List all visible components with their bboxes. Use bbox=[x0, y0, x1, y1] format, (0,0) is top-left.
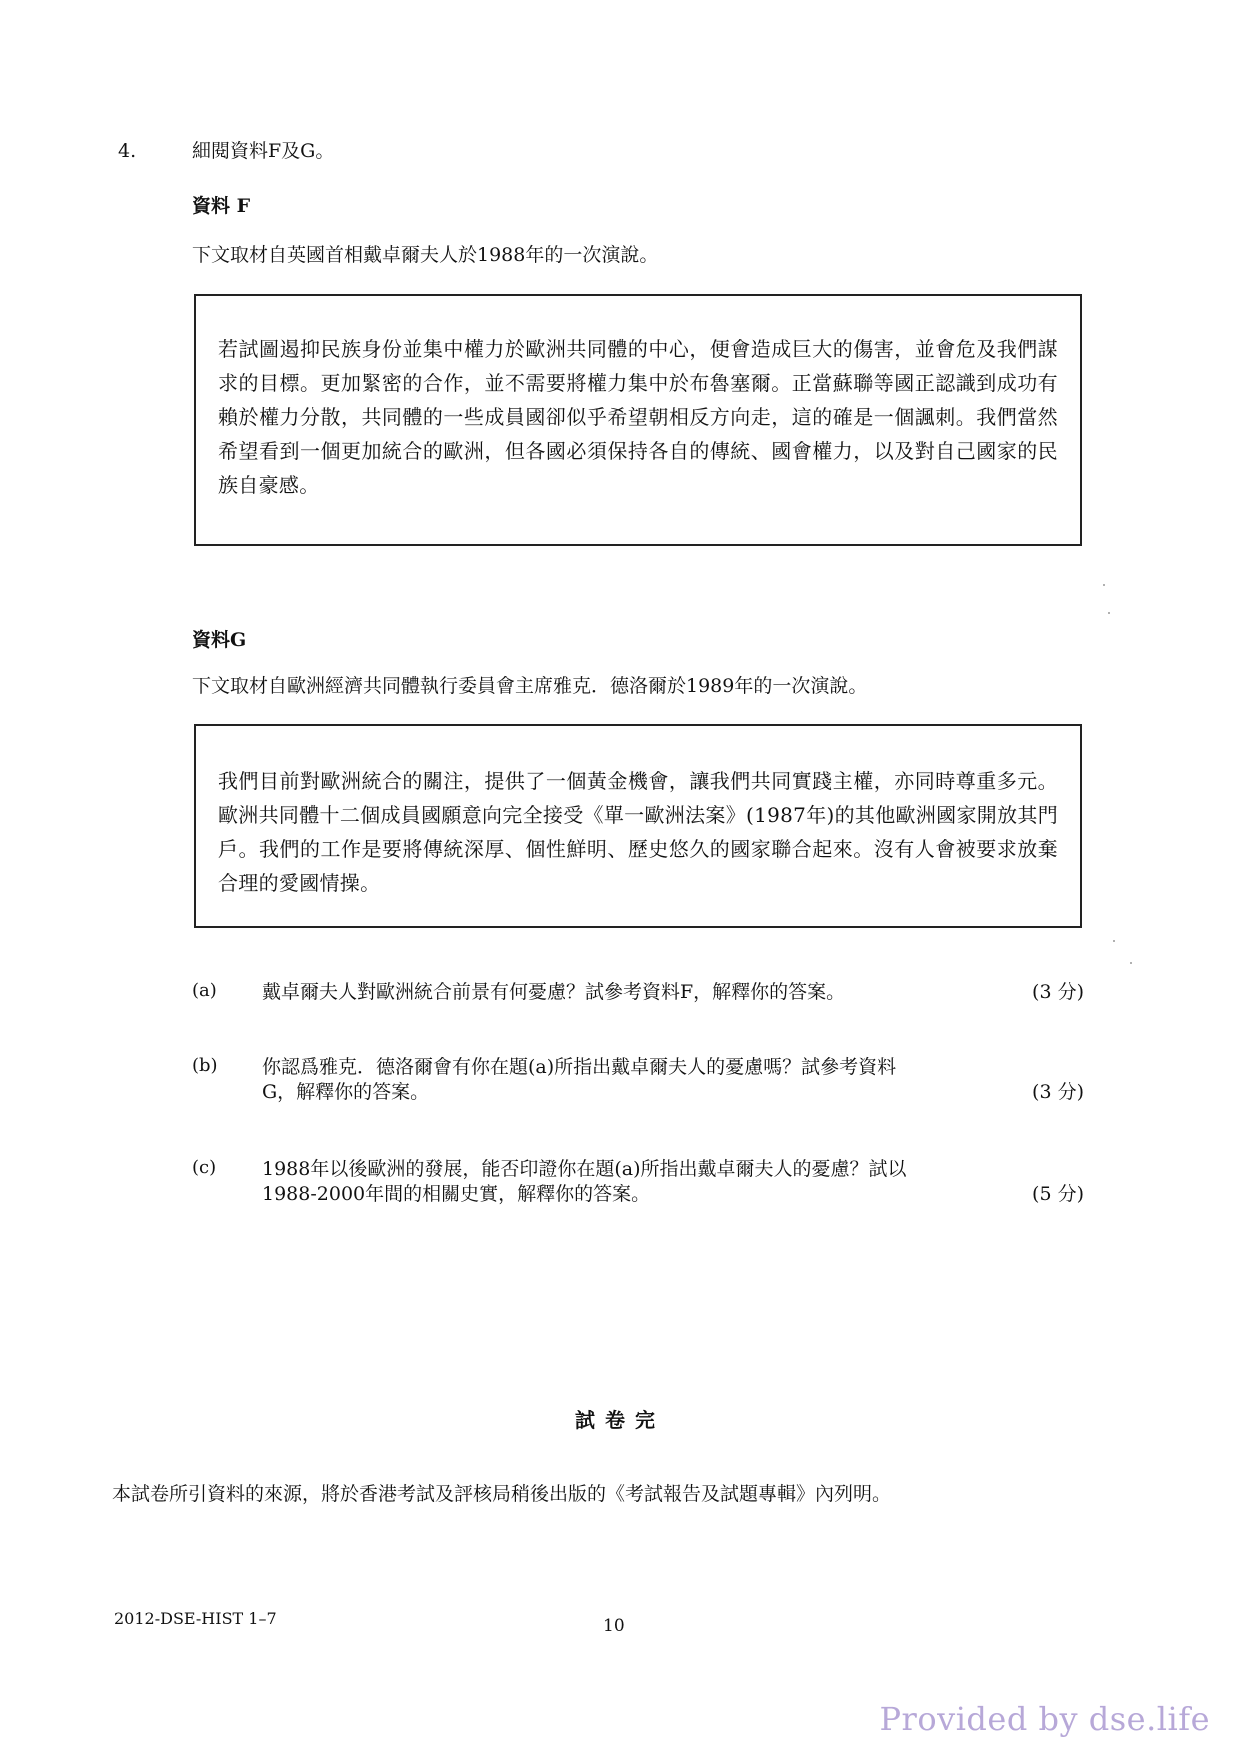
source-g-title: 資料G bbox=[192, 629, 247, 651]
paper-code: 2012-DSE-HIST 1–7 bbox=[114, 1609, 277, 1628]
sub-question-text: 你認爲雅克．德洛爾會有你在題(a)所指出戴卓爾夫人的憂慮嗎？試參考資料 bbox=[262, 1056, 897, 1078]
sub-question-text: 戴卓爾夫人對歐洲統合前景有何憂慮？試參考資料F，解釋你的答案。 bbox=[262, 981, 846, 1003]
page-number: 10 bbox=[603, 1616, 625, 1636]
sub-question-a bbox=[192, 980, 1084, 1010]
scan-speck bbox=[1108, 612, 1110, 614]
question-number: 4. bbox=[118, 140, 137, 162]
source-f-box bbox=[194, 294, 1082, 546]
question-instruction: 細閱資料F及G。 bbox=[192, 140, 335, 162]
sub-question-label: (b) bbox=[192, 1055, 218, 1076]
source-g-box bbox=[194, 724, 1082, 928]
marks-label: (3 分) bbox=[1032, 1081, 1084, 1103]
sub-question-text-continued: 1988-2000年間的相關史實，解釋你的答案。 bbox=[262, 1183, 651, 1205]
sub-question-label: (c) bbox=[192, 1157, 217, 1178]
source-f-title: 資料 F bbox=[192, 195, 251, 217]
watermark-link[interactable]: Provided by dse.life bbox=[879, 1700, 1210, 1738]
sub-question-c bbox=[192, 1157, 1084, 1212]
source-f-body: 若試圖遏抑民族身份並集中權力於歐洲共同體的中心，便會造成巨大的傷害，並會危及我們謀求的目標。更加緊密的合作，並不需要將權力集中於布魯塞爾。正當蘇聯等國正認識到成功有賴於權力分散，共同體的一些成員國卻似乎希望朝相反方向走，這的確是一個諷刺。我們當然希望看到一個更加統合的歐洲，但各國必須保持各自的傳統、國會權力，以及對自己國家的民族自豪感。 bbox=[218, 337, 1058, 497]
scan-speck bbox=[1130, 962, 1132, 964]
source-g-intro: 下文取材自歐洲經濟共同體執行委員會主席雅克．德洛爾於1989年的一次演說。 bbox=[192, 675, 868, 697]
sub-question-text-continued: G，解釋你的答案。 bbox=[262, 1081, 430, 1103]
marks-label: (5 分) bbox=[1032, 1183, 1084, 1205]
scan-speck bbox=[1113, 940, 1115, 942]
sub-question-label: (a) bbox=[192, 980, 217, 1001]
sub-question-text: 1988年以後歐洲的發展，能否印證你在題(a)所指出戴卓爾夫人的憂慮？試以 bbox=[262, 1158, 907, 1180]
source-f-intro: 下文取材自英國首相戴卓爾夫人於1988年的一次演說。 bbox=[192, 244, 659, 266]
sub-question-b bbox=[192, 1055, 1084, 1110]
marks-label: (3 分) bbox=[1032, 981, 1084, 1003]
end-of-paper-title: 試卷完 bbox=[575, 1408, 665, 1432]
source-g-body: 我們目前對歐洲統合的關注，提供了一個黃金機會，讓我們共同實踐主權，亦同時尊重多元。歐洲共同體十二個成員國願意向完全接受《單一歐洲法案》(1987年)的其他歐洲國家開放其門戶。我們的工作是要將傳統深厚、個性鮮明、歷史悠久的國家聯合起來。沒有人會被要求放棄合理的愛國情操。 bbox=[218, 769, 1058, 895]
source-footnote: 本試卷所引資料的來源，將於香港考試及評核局稍後出版的《考試報告及試題專輯》內列明。 bbox=[112, 1483, 892, 1505]
scan-speck bbox=[1103, 584, 1105, 586]
